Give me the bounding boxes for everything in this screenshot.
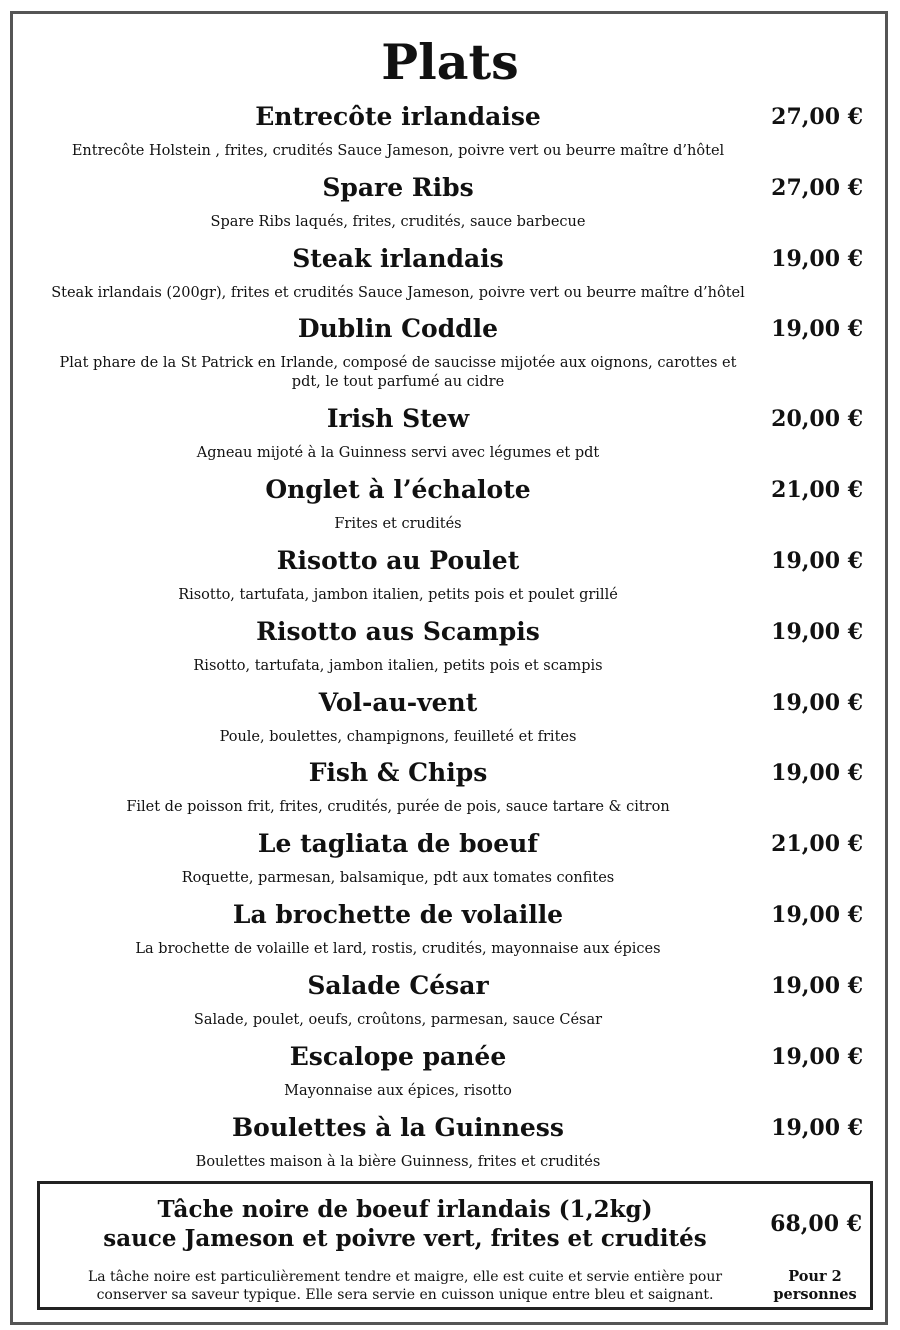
dish-price: 21,00 €: [771, 831, 863, 857]
dish-name: Vol-au-vent: [318, 688, 478, 717]
serving-note-line-2: personnes: [773, 1286, 857, 1303]
dish-description: Risotto, tartufata, jambon italien, petits pois et scampis: [193, 658, 603, 674]
dish-name: Dublin Coddle: [297, 314, 499, 343]
dish-description: Filet de poisson frit, frites, crudités, purée de pois, sauce tartare & citron: [126, 799, 670, 815]
dish-name: Irish Stew: [326, 404, 470, 433]
serving-note-line-1: Pour 2: [788, 1268, 842, 1285]
dish-description: Poule, boulettes, champignons, feuilleté et frites: [219, 729, 577, 745]
dish-description: Salade, poulet, oeufs, croûtons, parmesan, sauce César: [193, 1012, 603, 1028]
dish-name: Fish & Chips: [308, 758, 488, 787]
dish-price: 19,00 €: [771, 316, 863, 342]
dish-price: 19,00 €: [771, 1044, 863, 1070]
dish-name: Risotto au Poulet: [276, 546, 520, 575]
dish-description: Risotto, tartufata, jambon italien, petits pois et poulet grillé: [178, 587, 618, 603]
dish-price: 19,00 €: [771, 690, 863, 716]
dish-price: 19,00 €: [771, 973, 863, 999]
dish-description: Steak irlandais (200gr), frites et crudités Sauce Jameson, poivre vert ou beurre maître d’hôtel: [51, 285, 745, 301]
dish-description: Plat phare de la St Patrick en Irlande, composé de saucisse mijotée aux oignons, carottes et pdt, le tout parfumé au cidre: [59, 355, 737, 390]
dish-name: Entrecôte irlandaise: [255, 102, 541, 131]
dish-description: Boulettes maison à la bière Guinness, frites et crudités: [195, 1154, 601, 1170]
dish-name: Risotto aus Scampis: [256, 617, 540, 646]
dish-name: Escalope panée: [289, 1042, 507, 1071]
special-dish-description: La tâche noire est particulièrement tendre et maigre, elle est cuite et servie entière pour conserver sa saveur typique. Elle sera servie en cuisson unique entre bleu et saignant.: [87, 1269, 723, 1303]
dish-name: Onglet à l’échalote: [265, 475, 531, 504]
dish-price: 19,00 €: [771, 1115, 863, 1141]
dish-price: 27,00 €: [771, 175, 863, 201]
special-dish-name: [60, 1195, 750, 1253]
dish-name: Salade César: [307, 971, 489, 1000]
special-dish-name-line-2: sauce Jameson et poivre vert, frites et crudités: [103, 1225, 707, 1252]
dish-price: 20,00 €: [771, 406, 863, 432]
dish-description: Entrecôte Holstein , frites, crudités Sauce Jameson, poivre vert ou beurre maître d’hôtel: [71, 143, 725, 159]
page-title: Plats: [381, 33, 519, 91]
dish-name: Le tagliata de boeuf: [257, 829, 539, 858]
dish-price: 19,00 €: [771, 619, 863, 645]
serving-note: [760, 1268, 870, 1304]
dish-name: Steak irlandais: [292, 244, 504, 273]
dish-name: La brochette de volaille: [232, 900, 564, 929]
dish-price: 19,00 €: [771, 246, 863, 272]
special-dish-price: 68,00 €: [770, 1211, 862, 1237]
dish-description: Agneau mijoté à la Guinness servi avec légumes et pdt: [196, 445, 600, 461]
special-dish-name-line-1: Tâche noire de boeuf irlandais (1,2kg): [157, 1196, 653, 1223]
dish-description: Roquette, parmesan, balsamique, pdt aux tomates confites: [181, 870, 615, 886]
dish-description: Spare Ribs laqués, frites, crudités, sauce barbecue: [210, 214, 586, 230]
dish-description: La brochette de volaille et lard, rostis, crudités, mayonnaise aux épices: [135, 941, 661, 957]
dish-price: 19,00 €: [771, 902, 863, 928]
dish-price: 21,00 €: [771, 477, 863, 503]
dish-price: 27,00 €: [771, 104, 863, 130]
dish-price: 19,00 €: [771, 548, 863, 574]
special-dish-box: [37, 1181, 873, 1310]
dish-price: 19,00 €: [771, 760, 863, 786]
dish-name: Boulettes à la Guinness: [232, 1113, 564, 1142]
dish-description: Mayonnaise aux épices, risotto: [284, 1083, 512, 1099]
dish-description: Frites et crudités: [334, 516, 462, 532]
dish-name: Spare Ribs: [322, 173, 474, 202]
